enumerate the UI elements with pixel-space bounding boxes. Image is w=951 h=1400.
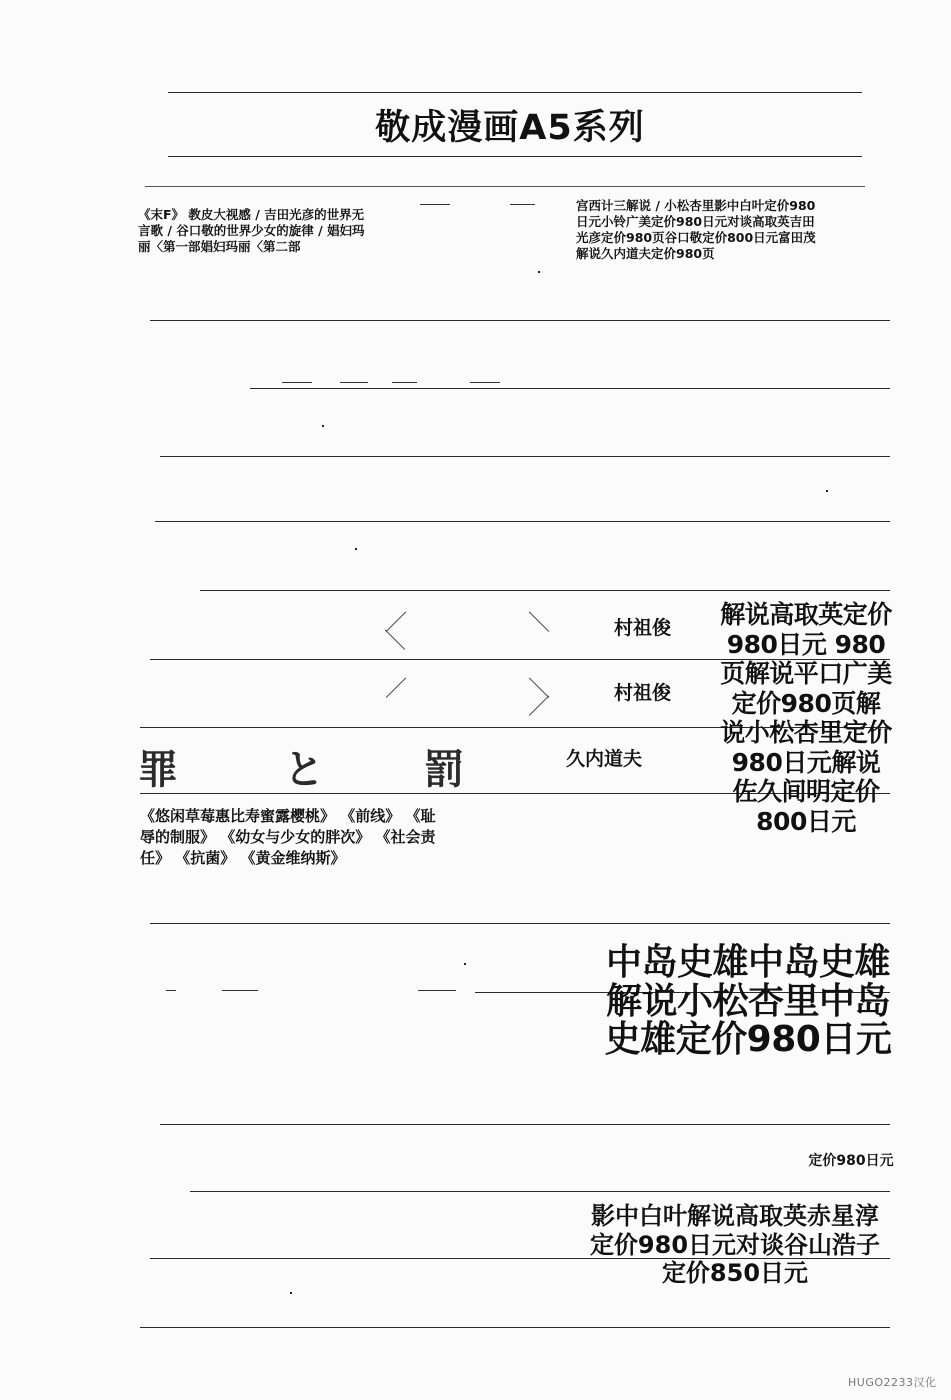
dash-fragment xyxy=(222,990,258,991)
rule xyxy=(168,92,862,93)
bottom-price-block: 影中白叶解说高取英赤星淳定价980日元对谈谷山浩子定价850日元 xyxy=(589,1202,881,1287)
speck xyxy=(355,548,357,550)
author-name-1: 村祖俊 xyxy=(614,617,672,639)
rule xyxy=(160,1124,890,1125)
dash-fragment xyxy=(392,382,417,383)
bracket-glyph: ／ xyxy=(528,695,551,720)
rule xyxy=(150,923,890,924)
dash-fragment xyxy=(282,382,312,383)
author-name-2: 村祖俊 xyxy=(614,682,672,704)
rule xyxy=(190,1191,890,1192)
crime-title xyxy=(138,738,478,793)
rule xyxy=(140,1327,890,1328)
rule xyxy=(160,456,890,457)
speck xyxy=(290,1292,292,1294)
speck xyxy=(322,425,324,427)
rule xyxy=(155,521,890,522)
speck xyxy=(826,490,828,492)
top-right-price-list: 宫西计三解说 / 小松杏里影中白叶定价980日元小铃广美定价980日元对谈高取英吉田光彦定价980页谷口敬定价800日元富田茂解说久内道夫定价980页 xyxy=(576,198,816,261)
rule xyxy=(150,320,890,321)
dash-fragment xyxy=(340,382,368,383)
author-name-3: 久内道夫 xyxy=(566,748,643,770)
small-price: 定价980日元 xyxy=(808,1153,894,1169)
works-list: 《悠闲草莓惠比寿蜜露樱桃》 《前线》 《耻辱的制服》 《幼女与少女的胖次》 《社会责任》 《抗菌》 《黄金维纳斯》 xyxy=(140,807,436,867)
top-left-works-list: 《末F》 教皮大视感 / 吉田光彦的世界无言歌 / 谷口敬的世界少女的旋律 / 娼妇玛丽〈第一部娼妇玛丽〈第二部 xyxy=(138,207,365,254)
rule xyxy=(168,156,862,157)
dash-fragment xyxy=(420,204,450,205)
rule xyxy=(145,186,865,187)
page-title: 敬成漫画A5系列 xyxy=(375,108,645,148)
dash-fragment xyxy=(150,388,250,389)
dash-fragment xyxy=(470,382,500,383)
bracket-glyph: ＼ xyxy=(528,677,551,702)
rule xyxy=(200,590,890,591)
crime-title-char: 罰 xyxy=(424,746,464,793)
rule xyxy=(150,388,890,389)
dash-fragment xyxy=(418,990,456,991)
middle-price-list: 解说高取英定价980日元 980页解说平口广美定价980页解说小松杏里定价980日元解说佐久间明定价800日元 xyxy=(720,600,892,836)
bracket-glyph: ＼ xyxy=(384,629,407,654)
dash-fragment xyxy=(166,990,176,991)
bracket-glyph: ／ xyxy=(385,611,408,636)
speck xyxy=(538,271,540,273)
scanlation-watermark: HUGO2233汉化 xyxy=(848,1376,937,1389)
speck xyxy=(464,963,466,965)
dash-fragment xyxy=(510,204,535,205)
dash-fragment xyxy=(150,590,200,591)
bracket-glyph: ／ xyxy=(385,677,408,702)
bracket-glyph: ＼ xyxy=(528,611,551,636)
crime-title-char: と xyxy=(284,746,324,793)
crime-title-char: 罪 xyxy=(138,746,178,793)
featured-price-block: 中岛史雄中岛史雄解说小松杏里中岛史雄定价980日元 xyxy=(604,942,892,1060)
